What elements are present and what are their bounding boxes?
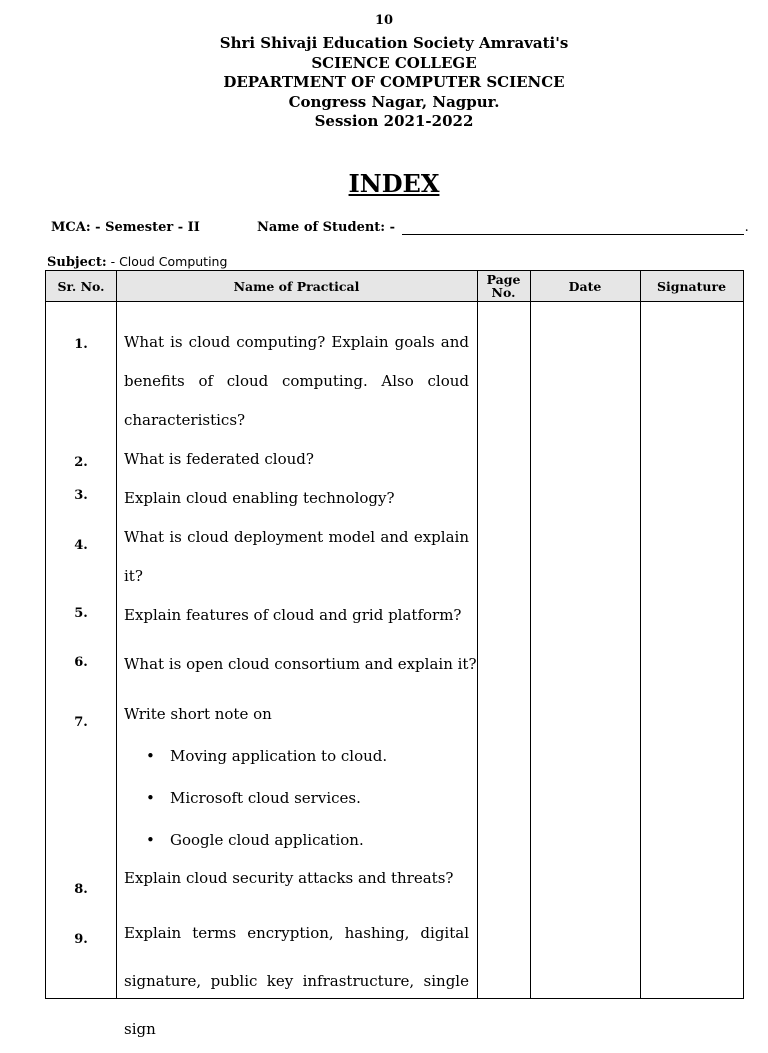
column-divider <box>477 271 478 998</box>
bullet-list <box>146 746 387 872</box>
subject-value: - Cloud Computing <box>106 254 228 269</box>
course-semester: MCA: - Semester - II <box>51 220 200 235</box>
practical-text: Write short note on <box>124 705 272 723</box>
practical-text: Explain features of cloud and grid platform? <box>124 606 462 624</box>
col-page-no: Page No. <box>486 272 521 300</box>
college-address: Congress Nagar, Nagpur. <box>288 92 500 111</box>
column-divider <box>640 271 641 998</box>
row-sr-no: 1. <box>74 337 88 352</box>
column-divider <box>530 271 531 998</box>
col-signature: Signature <box>656 278 727 294</box>
page-title: INDEX <box>348 169 440 198</box>
bullet-icon: • <box>146 831 155 849</box>
bullet-text: Microsoft cloud services. <box>170 789 361 807</box>
society-name: Shri Shivaji Education Society Amravati's <box>219 34 569 52</box>
index-table <box>45 270 744 1038</box>
table-header <box>46 271 743 302</box>
subject-row <box>47 254 227 270</box>
bullet-icon: • <box>146 789 155 807</box>
page-number: 10 <box>374 13 394 28</box>
practical-text: Explain cloud security attacks and threats? <box>124 869 454 887</box>
row-sr-no: 8. <box>74 882 88 897</box>
bullet-text: Moving application to cloud. <box>170 747 388 765</box>
row-sr-no: 5. <box>74 606 88 621</box>
row-sr-no: 9. <box>74 932 88 947</box>
col-practical-name: Name of Practical <box>233 278 360 294</box>
bullet-icon: • <box>146 747 155 765</box>
student-name-field <box>257 220 749 235</box>
student-name-blank <box>402 222 744 235</box>
student-name-end: . <box>744 220 749 235</box>
subject-label: Subject: <box>47 255 107 270</box>
practical-text: Explain terms encryption, hashing, digital signature, public key infrastructure, single sign <box>124 924 469 1038</box>
student-name-label: Name of Student: - <box>257 220 396 235</box>
list-item <box>146 746 387 788</box>
row-sr-no: 4. <box>74 538 88 553</box>
practical-text: What is federated cloud? <box>124 450 314 468</box>
row-sr-no: 3. <box>74 488 88 503</box>
col-date: Date <box>568 278 602 294</box>
row-sr-no: 6. <box>74 655 88 670</box>
column-divider <box>116 271 117 998</box>
row-sr-no: 2. <box>74 455 88 470</box>
practical-text: Explain cloud enabling technology? <box>124 489 395 507</box>
practical-text: What is cloud deployment model and explain it? <box>124 528 469 585</box>
practical-text: What is cloud computing? Explain goals and benefits of cloud computing. Also cloud characteristics? <box>124 333 469 429</box>
col-sr-no: Sr. No. <box>57 278 105 294</box>
department-name: DEPARTMENT OF COMPUTER SCIENCE <box>223 73 565 91</box>
session: Session 2021-2022 <box>314 112 474 130</box>
list-item <box>146 788 387 830</box>
document-header <box>0 34 768 132</box>
bullet-text: Google cloud application. <box>170 831 364 849</box>
row-sr-no: 7. <box>74 715 88 730</box>
practical-text: What is open cloud consortium and explain it? <box>124 655 477 673</box>
college-name: SCIENCE COLLEGE <box>311 53 477 72</box>
student-info-row <box>51 220 749 235</box>
